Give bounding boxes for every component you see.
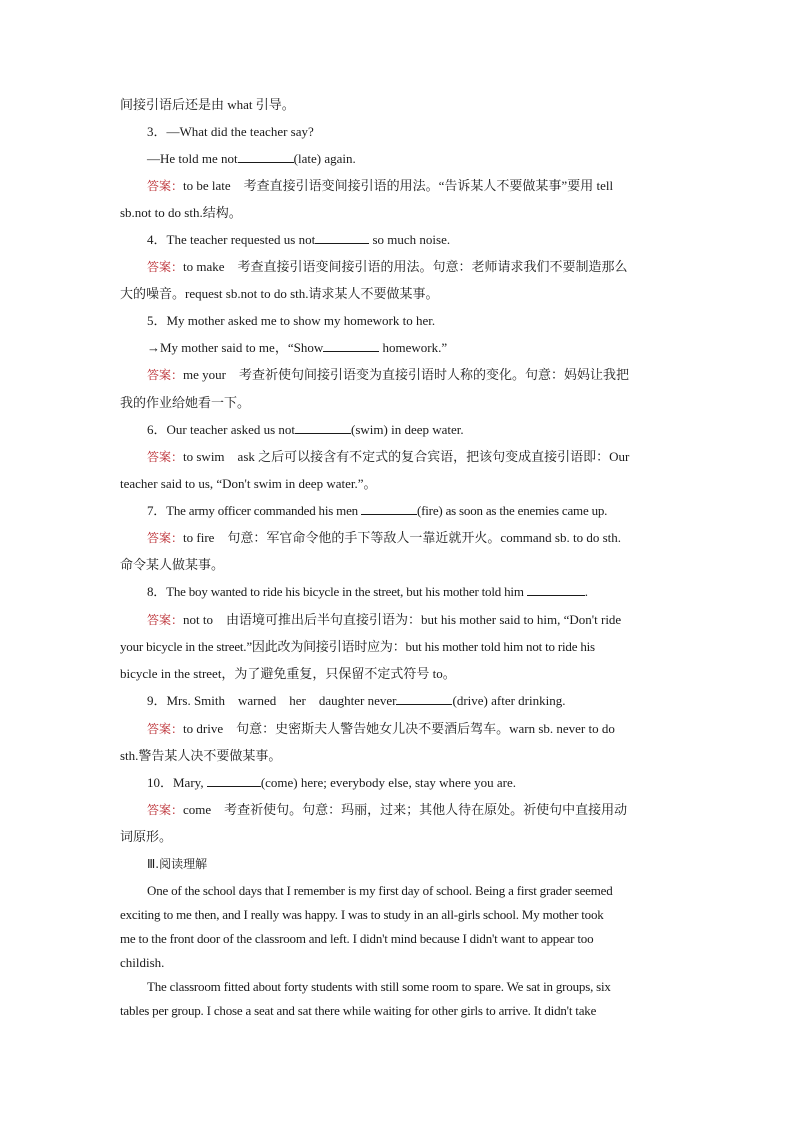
- question-7: 7．The army officer commanded his men (fire) as soon as the enemies came up.: [147, 503, 608, 518]
- answer-4: 答案：to make 考查直接引语变间接引语的用法。句意：老师请求我们不要制造那么: [147, 259, 628, 274]
- answer-7: 答案：to fire 句意：军官命令他的手下等敌人一靠近就开火。command sb. to do sth.: [147, 530, 622, 545]
- reading-paragraph-1: One of the school days that I remember is my first day of school. Being a first grader seemed: [147, 883, 613, 898]
- question-5: 5．My mother asked me to show my homework to her.: [147, 313, 436, 328]
- answer-blank[interactable]: [295, 421, 351, 434]
- answer-8-cont: bicycle in the street，为了避免重复，只保留不定式符号 to。: [120, 666, 456, 681]
- answer-label: 答案：: [147, 531, 184, 545]
- reading-paragraph-1: me to the front door of the classroom and left. I didn't mind because I didn't want to appear too: [120, 931, 594, 946]
- answer-blank[interactable]: [207, 774, 261, 787]
- answer-blank[interactable]: [323, 339, 379, 352]
- question-5-prompt: →My mother said to me，“Show homework.”: [147, 340, 448, 355]
- question-9: 9．Mrs. Smith warned her daughter never (drive) after drinking.: [147, 693, 566, 708]
- reading-paragraph-1: exciting to me then, and I really was happy. I was to study in an all-girls school. My mother took: [120, 907, 604, 922]
- answer-label: 答案：: [147, 613, 184, 627]
- answer-8: 答案：not to 由语境可推出后半句直接引语为：but his mother said to him, “Don't ride: [147, 612, 622, 627]
- answer-blank[interactable]: [361, 502, 417, 515]
- answer-blank[interactable]: [527, 583, 585, 596]
- section-heading: Ⅲ.阅读理解: [147, 857, 208, 871]
- answer-9: 答案：to drive 句意：史密斯夫人警告她女儿决不要酒后驾车。warn sb. never to do: [147, 721, 615, 736]
- question-10: 10．Mary, (come) here; everybody else, stay where you are.: [147, 775, 517, 790]
- question-6: 6．Our teacher asked us not (swim) in deep water.: [147, 422, 464, 437]
- answer-label: 答案：: [147, 450, 184, 464]
- answer-4-cont: 大的噪音。request sb.not to do sth.请求某人不要做某事。: [120, 286, 439, 301]
- answer-3: 答案：to be late 考查直接引语变间接引语的用法。“告诉某人不要做某事”要用 tell: [147, 178, 614, 193]
- answer-blank[interactable]: [396, 692, 452, 705]
- answer-label: 答案：: [147, 803, 184, 817]
- reading-paragraph-2: The classroom fitted about forty students with still some room to spare. We sat in groups, six: [147, 979, 611, 994]
- answer-blank[interactable]: [238, 150, 294, 163]
- question-3-prompt: —He told me not (late) again.: [147, 151, 356, 166]
- answer-8-cont: your bicycle in the street.”因此改为间接引语时应为：but his mother told him not to ride his: [120, 639, 595, 654]
- question-8: 8．The boy wanted to ride his bicycle in the street, but his mother told him .: [147, 584, 588, 599]
- answer-7-cont: 命令某人做某事。: [120, 557, 225, 572]
- answer-label: 答案：: [147, 722, 184, 736]
- question-3: 3．—What did the teacher say?: [147, 124, 314, 139]
- answer-6: 答案：to swim ask 之后可以接含有不定式的复合宾语，把该句变成直接引语即：Our: [147, 449, 630, 464]
- text-line: 间接引语后还是由 what 引导。: [120, 97, 295, 112]
- answer-5: 答案：me your 考查祈使句间接引语变为直接引语时人称的变化。句意：妈妈让我把: [147, 367, 629, 382]
- reading-paragraph-1: childish.: [120, 955, 165, 970]
- answer-blank[interactable]: [315, 231, 369, 244]
- reading-paragraph-2: tables per group. I chose a seat and sat there while waiting for other girls to arrive. It didn't take: [120, 1003, 597, 1018]
- answer-9-cont: sth.警告某人决不要做某事。: [120, 748, 282, 763]
- answer-10: 答案：come 考查祈使句。句意：玛丽，过来；其他人待在原处。祈使句中直接用动: [147, 802, 628, 817]
- answer-6-cont: teacher said to us, “Don't swim in deep water.”。: [120, 476, 377, 491]
- answer-label: 答案：: [147, 179, 184, 193]
- answer-label: 答案：: [147, 260, 184, 274]
- answer-label: 答案：: [147, 368, 184, 382]
- answer-10-cont: 词原形。: [120, 829, 173, 844]
- question-4: 4．The teacher requested us not so much noise.: [147, 232, 451, 247]
- answer-3-cont: sb.not to do sth.结构。: [120, 205, 242, 220]
- answer-5-cont: 我的作业给她看一下。: [120, 395, 251, 410]
